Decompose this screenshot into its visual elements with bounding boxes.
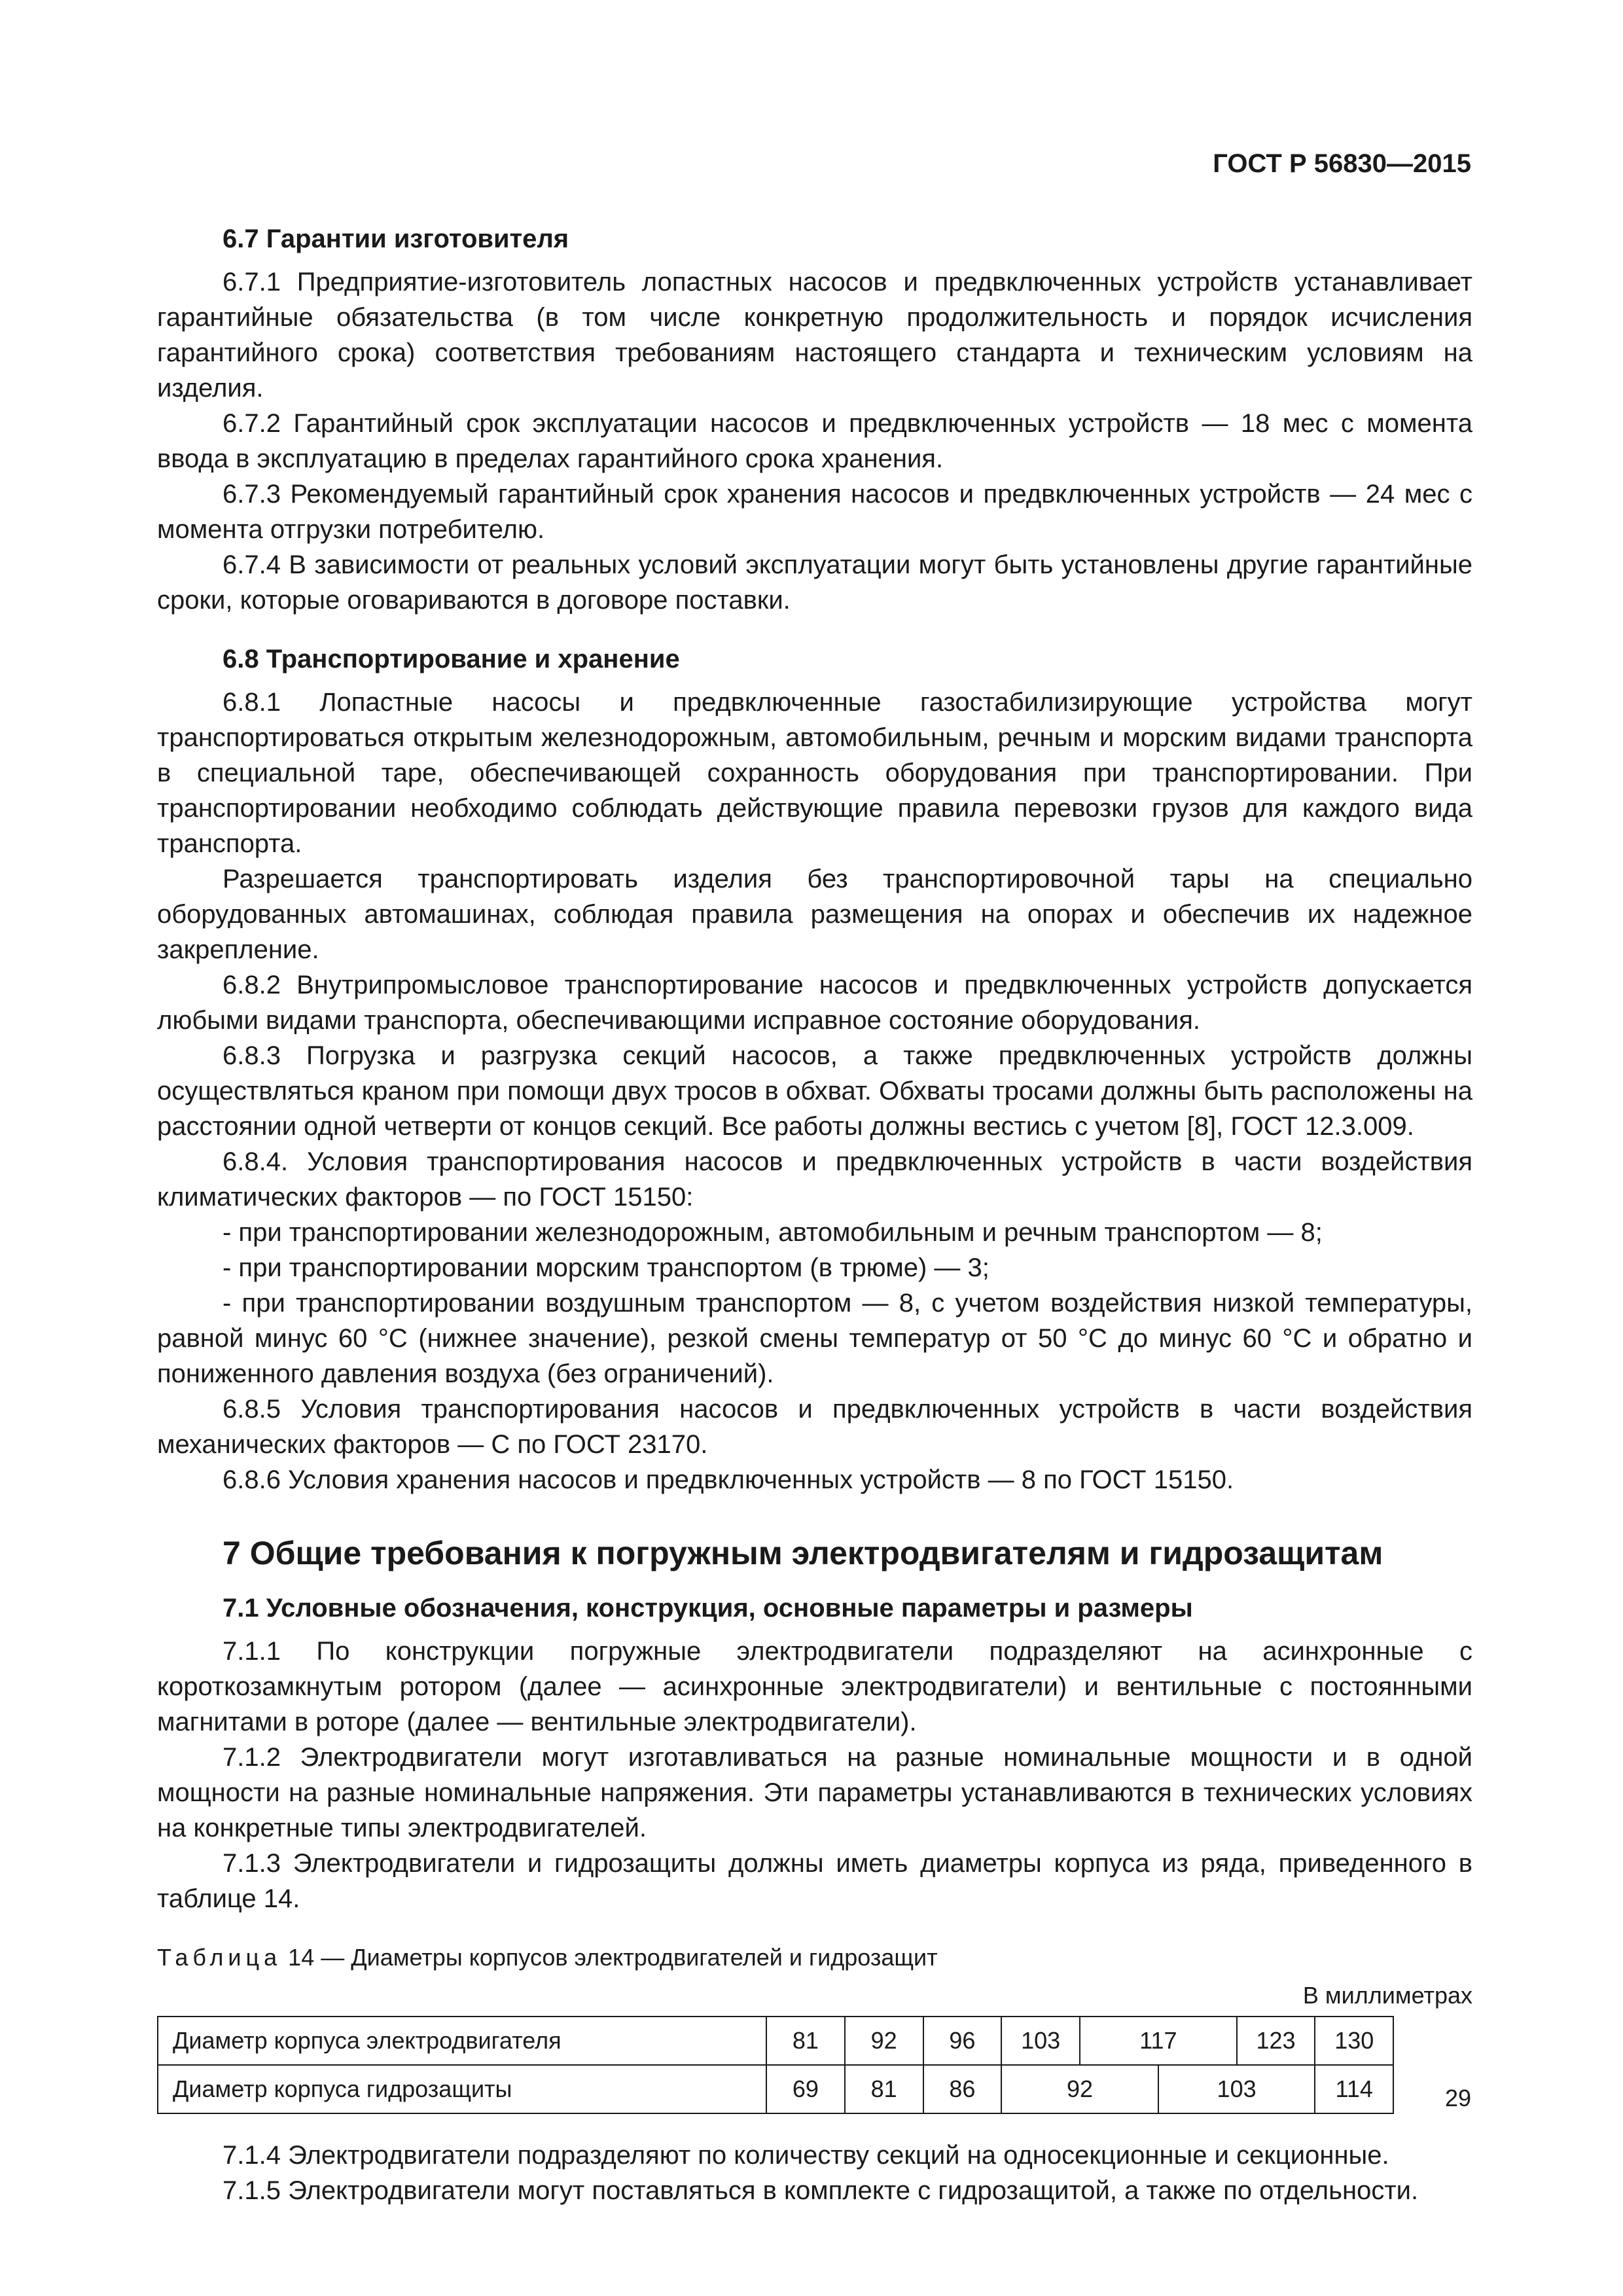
list-item: - при транспортировании воздушным транспортом — 8, с учетом воздействия низкой температуры, равной минус 60 °С (нижнее значение), резкой смены температур от 50 °С до минус 60 °С и обратно и пониженного давления воздуха (без ограничений). bbox=[157, 1289, 1472, 1388]
paragraph: 6.8.2 Внутрипромысловое транспортирование насосов и предвключенных устройств допускается любыми видами транспорта, обеспечивающими исправное состояние оборудования. bbox=[157, 971, 1472, 1035]
paragraph: 7.1.5 Электродвигатели могут поставляться в комплекте с гидрозащитой, а также по отдельности. bbox=[223, 2176, 1419, 2205]
diameters-table bbox=[157, 2016, 1472, 2114]
table-row-label: Диаметр корпуса гидрозащиты bbox=[158, 2065, 766, 2113]
section-heading-6-7: 6.7 Гарантии изготовителя bbox=[223, 224, 569, 253]
list-item: - при транспортировании морским транспортом (в трюме) — 3; bbox=[223, 1253, 990, 1282]
standard-code: ГОСТ Р 56830—2015 bbox=[1213, 149, 1471, 178]
table-row bbox=[158, 2065, 1472, 2113]
paragraph: 6.8.4. Условия транспортирования насосов и предвключенных устройств в части воздействия климатических факторов — по ГОСТ 15150: bbox=[157, 1147, 1472, 1211]
paragraph: 7.1.4 Электродвигатели подразделяют по количеству секций на односекционные и секционные. bbox=[223, 2141, 1389, 2170]
paragraph: 6.8.1 Лопастные насосы и предвключенные газостабилизирующие устройства могут транспортироваться открытым железнодорожным, автомобильным, речным и морским видами транспорта в специальной таре, обеспечивающей сохранность оборудования при транспортировании. При транспортировании необходимо соблюдать действующие правила перевозки грузов для каждого вида транспорта. bbox=[157, 688, 1472, 858]
table-cell: 86 bbox=[923, 2065, 1002, 2113]
table-row-label: Диаметр корпуса электродвигателя bbox=[158, 2017, 766, 2065]
table-cell: 92 bbox=[845, 2017, 923, 2065]
section-heading-6-8: 6.8 Транспортирование и хранение bbox=[223, 645, 680, 673]
table-cell: 103 bbox=[1001, 2017, 1080, 2065]
table-cell: 96 bbox=[923, 2017, 1002, 2065]
chapter-heading-7: 7 Общие требования к погружным электродвигателям и гидрозащитам bbox=[223, 1535, 1383, 1571]
paragraph: 6.8.6 Условия хранения насосов и предвключенных устройств — 8 по ГОСТ 15150. bbox=[223, 1465, 1234, 1494]
paragraph: 7.1.3 Электродвигатели и гидрозащиты должны иметь диаметры корпуса из ряда, приведенного в таблице 14. bbox=[157, 1849, 1472, 1913]
table-cell: 117 bbox=[1080, 2017, 1237, 2065]
paragraph: 7.1.2 Электродвигатели могут изготавливаться на разные номинальные мощности и в одной мощности на разные номинальные напряжения. Эти параметры устанавливаются в технических условиях на конкретные типы электродвигателей. bbox=[157, 1743, 1472, 1842]
table-cell: 130 bbox=[1315, 2017, 1393, 2065]
paragraph: 7.1.1 По конструкции погружные электродвигатели подразделяют на асинхронные с короткозамкнутым ротором (далее — асинхронные электродвигатели) и вентильные с постоянными магнитами в роторе (далее — вентильные электродвигатели). bbox=[157, 1637, 1472, 1736]
paragraph: 6.8.3 Погрузка и разгрузка секций насосов, а также предвключенных устройств должны осуществляться краном при помощи двух тросов в обхват. Обхваты тросами должны быть расположены на расстоянии одной четверти от концов секций. Все работы должны вестись с учетом [8], ГОСТ 12.3.009. bbox=[157, 1041, 1472, 1141]
table-cell: 103 bbox=[1158, 2065, 1315, 2113]
paragraph: 6.7.2 Гарантийный срок эксплуатации насосов и предвключенных устройств — 18 мес с момента ввода в эксплуатацию в пределах гарантийного срока хранения. bbox=[157, 409, 1472, 473]
table-cell: 123 bbox=[1237, 2017, 1315, 2065]
table-cell: 81 bbox=[845, 2065, 923, 2113]
table-cell: 114 bbox=[1315, 2065, 1393, 2113]
table-cell: 69 bbox=[766, 2065, 845, 2113]
paragraph: 6.7.1 Предприятие-изготовитель лопастных насосов и предвключенных устройств устанавливает гарантийные обязательства (в том числе конкретную продолжительность и порядок исчисления гарантийного срока) соответствия требованиям настоящего стандарта и техническим условиям на изделия. bbox=[157, 268, 1472, 403]
page-number: 29 bbox=[1444, 2085, 1471, 2111]
list-item: - при транспортировании железнодорожным, автомобильным и речным транспортом — 8; bbox=[223, 1218, 1323, 1247]
table-row bbox=[158, 2017, 1472, 2065]
table-cell: 92 bbox=[1001, 2065, 1158, 2113]
table-caption bbox=[157, 1941, 1472, 1974]
table-caption-label: Таблица bbox=[157, 1944, 282, 1971]
table-cell: 81 bbox=[766, 2017, 845, 2065]
table-units: В миллиметрах bbox=[1302, 1982, 1472, 2009]
paragraph: 6.7.4 В зависимости от реальных условий эксплуатации могут быть установлены другие гарантийные сроки, которые оговариваются в договоре поставки. bbox=[157, 550, 1472, 615]
table-caption-text: 14 — Диаметры корпусов электродвигателей и гидрозащит bbox=[288, 1944, 938, 1971]
section-heading-7-1: 7.1 Условные обозначения, конструкция, основные параметры и размеры bbox=[223, 1594, 1193, 1623]
body-text bbox=[157, 221, 1472, 2208]
paragraph: Разрешается транспортировать изделия без транспортировочной тары на специально оборудованных автомашинах, соблюдая правила размещения на опорах и обеспечив их надежное закрепление. bbox=[157, 865, 1472, 964]
paragraph: 6.7.3 Рекомендуемый гарантийный срок хранения насосов и предвключенных устройств — 24 мес с момента отгрузки потребителю. bbox=[157, 480, 1472, 544]
paragraph: 6.8.5 Условия транспортирования насосов и предвключенных устройств в части воздействия механических факторов — С по ГОСТ 23170. bbox=[157, 1395, 1472, 1459]
